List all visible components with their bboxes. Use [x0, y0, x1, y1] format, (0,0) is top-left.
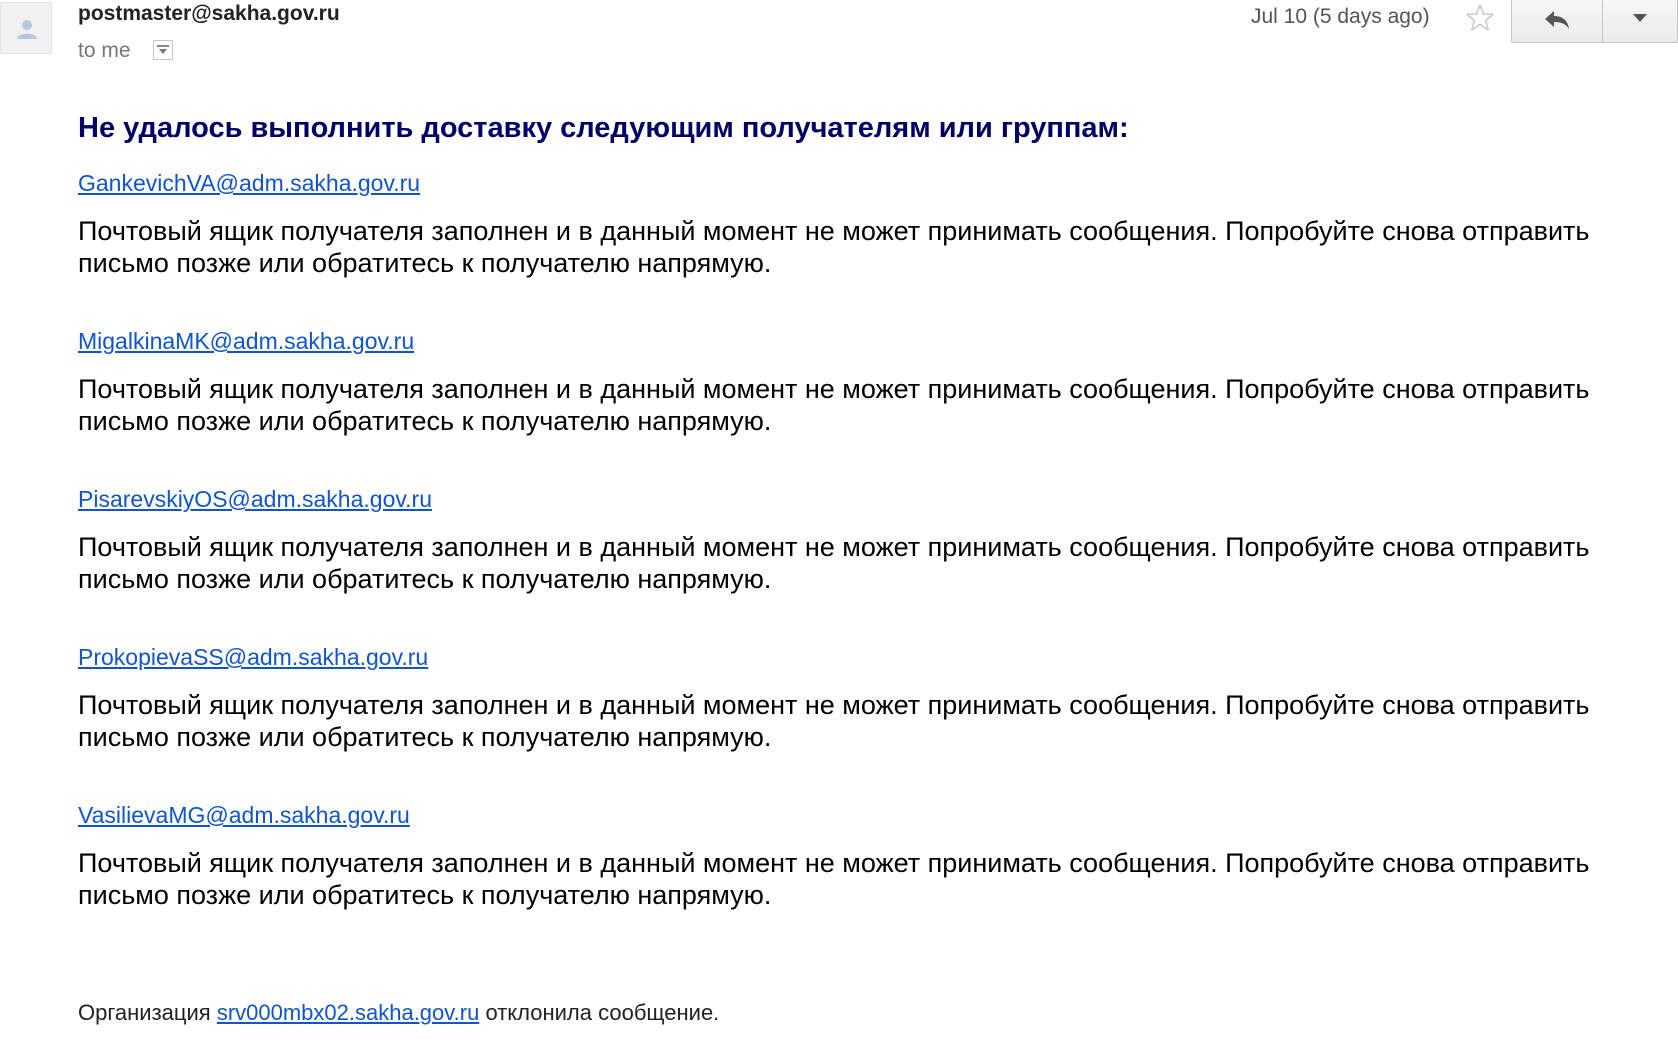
recipient-error-message: Почтовый ящик получателя заполнен и в данный момент не может принимать сообщения. Попробуйте снова отправить письмо позже или обратитесь к получателю напрямую. [78, 848, 1590, 910]
show-details-button[interactable] [153, 40, 173, 60]
rejection-footer [78, 998, 719, 1028]
recipient-email-link[interactable]: PisarevskiyOS@adm.sakha.gov.ru [78, 486, 432, 512]
recipient-email-link[interactable]: ProkopievaSS@adm.sakha.gov.ru [78, 644, 429, 670]
more-actions-button[interactable] [1603, 0, 1677, 42]
footer-prefix: Организация [78, 1000, 211, 1025]
failed-recipient [78, 484, 1638, 595]
failed-recipient [78, 326, 1638, 437]
sender-avatar [0, 2, 52, 54]
recipient-error-message: Почтовый ящик получателя заполнен и в данный момент не может принимать сообщения. Попробуйте снова отправить письмо позже или обратитесь к получателю напрямую. [78, 690, 1590, 752]
recipient-email-link[interactable]: VasilievaMG@adm.sakha.gov.ru [78, 802, 410, 828]
message-body [78, 110, 1638, 958]
chevron-down-icon [1633, 14, 1647, 24]
sender-address[interactable]: postmaster@sakha.gov.ru [78, 2, 340, 25]
recipient-error-message: Почтовый ящик получателя заполнен и в данный момент не может принимать сообщения. Попробуйте снова отправить письмо позже или обратитесь к получателю напрямую. [78, 374, 1590, 436]
server-link[interactable]: srv000mbx02.sakha.gov.ru [216, 1000, 480, 1025]
failed-recipient [78, 800, 1638, 911]
person-icon [15, 17, 39, 41]
delivery-failure-heading: Не удалось выполнить доставку следующим получателям или группам: [78, 112, 1129, 144]
recipient-error-message: Почтовый ящик получателя заполнен и в данный момент не может принимать сообщения. Попробуйте снова отправить письмо позже или обратитесь к получателю напрямую. [78, 216, 1590, 278]
star-icon [1464, 2, 1496, 34]
reply-icon [1543, 8, 1571, 32]
message-date: Jul 10 (5 days ago) [1251, 5, 1430, 28]
footer-suffix: отклонила сообщение. [485, 1000, 720, 1025]
recipient-error-message: Почтовый ящик получателя заполнен и в данный момент не может принимать сообщения. Попробуйте снова отправить письмо позже или обратитесь к получателю напрямую. [78, 532, 1590, 594]
reply-button-group [1511, 0, 1678, 43]
star-button[interactable] [1464, 2, 1496, 34]
dropdown-arrow-icon [157, 45, 169, 55]
failed-recipient [78, 168, 1638, 279]
recipient-email-link[interactable]: GankevichVA@adm.sakha.gov.ru [78, 170, 421, 196]
recipient-email-link[interactable]: MigalkinaMK@adm.sakha.gov.ru [78, 328, 415, 354]
recipient-summary: to me [78, 39, 131, 62]
failed-recipient [78, 642, 1638, 753]
reply-button[interactable] [1512, 0, 1603, 42]
